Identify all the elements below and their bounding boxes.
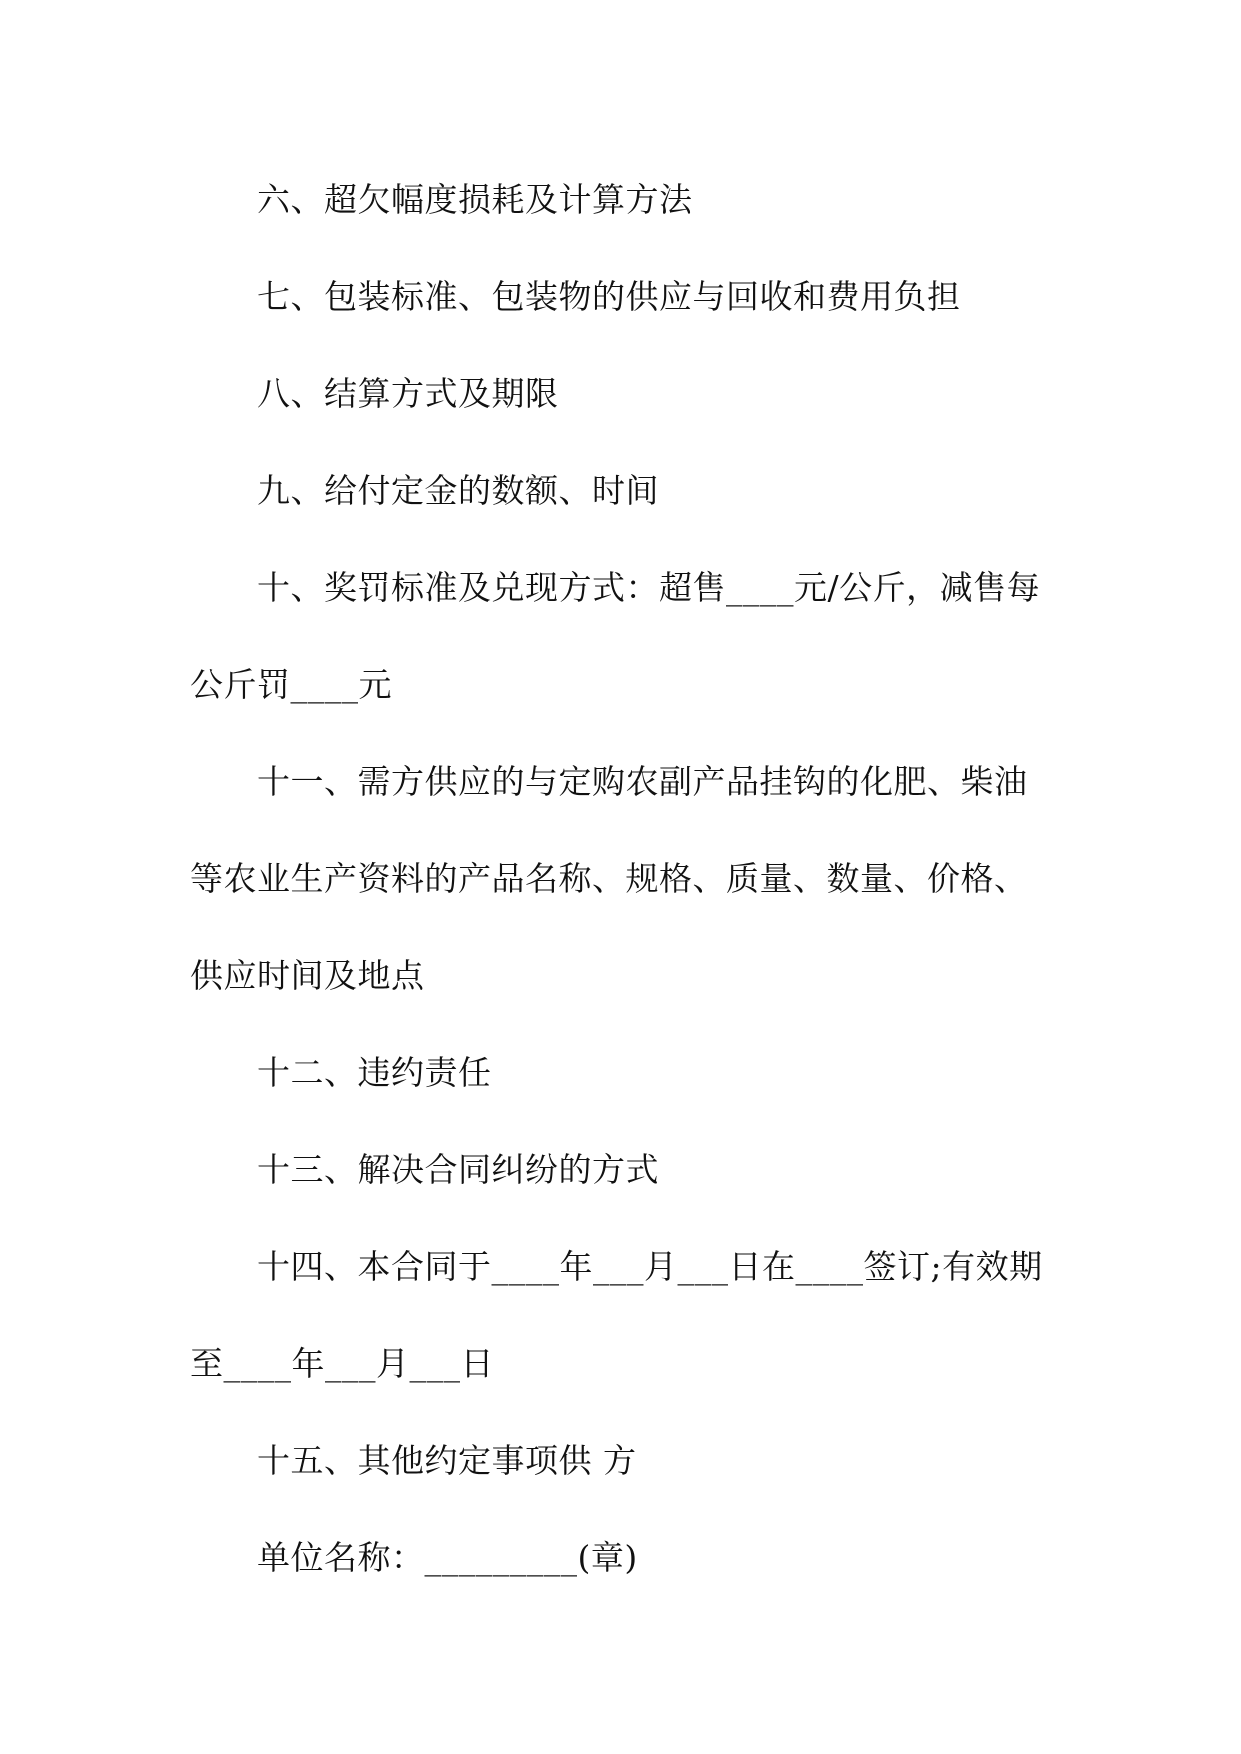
clause-9: 九、给付定金的数额、时间 (257, 471, 659, 510)
clause-10: 十、奖罚标准及兑现方式：超售____元/公斤，减售每 (257, 568, 1041, 607)
clause-10-cont: 公斤罚____元 (190, 665, 392, 704)
clause-11-cont-1: 等农业生产资料的产品名称、规格、质量、数量、价格、 (190, 859, 1028, 898)
clause-7: 七、包装标准、包装物的供应与回收和费用负担 (257, 277, 961, 316)
clause-12: 十二、违约责任 (257, 1053, 492, 1092)
clause-11-cont-2: 供应时间及地点 (190, 956, 425, 995)
clause-13: 十三、解决合同纠纷的方式 (257, 1150, 659, 1189)
supplier-unit-name: 单位名称：_________(章) (257, 1538, 638, 1577)
clause-6: 六、超欠幅度损耗及计算方法 (257, 180, 693, 219)
clause-14-cont: 至____年___月___日 (190, 1344, 494, 1383)
clause-11: 十一、需方供应的与定购农副产品挂钩的化肥、柴油 (257, 762, 1028, 801)
clause-8: 八、结算方式及期限 (257, 374, 559, 413)
clause-14: 十四、本合同于____年___月___日在____签订;有效期 (257, 1247, 1043, 1286)
clause-15: 十五、其他约定事项供 方 (257, 1441, 637, 1480)
